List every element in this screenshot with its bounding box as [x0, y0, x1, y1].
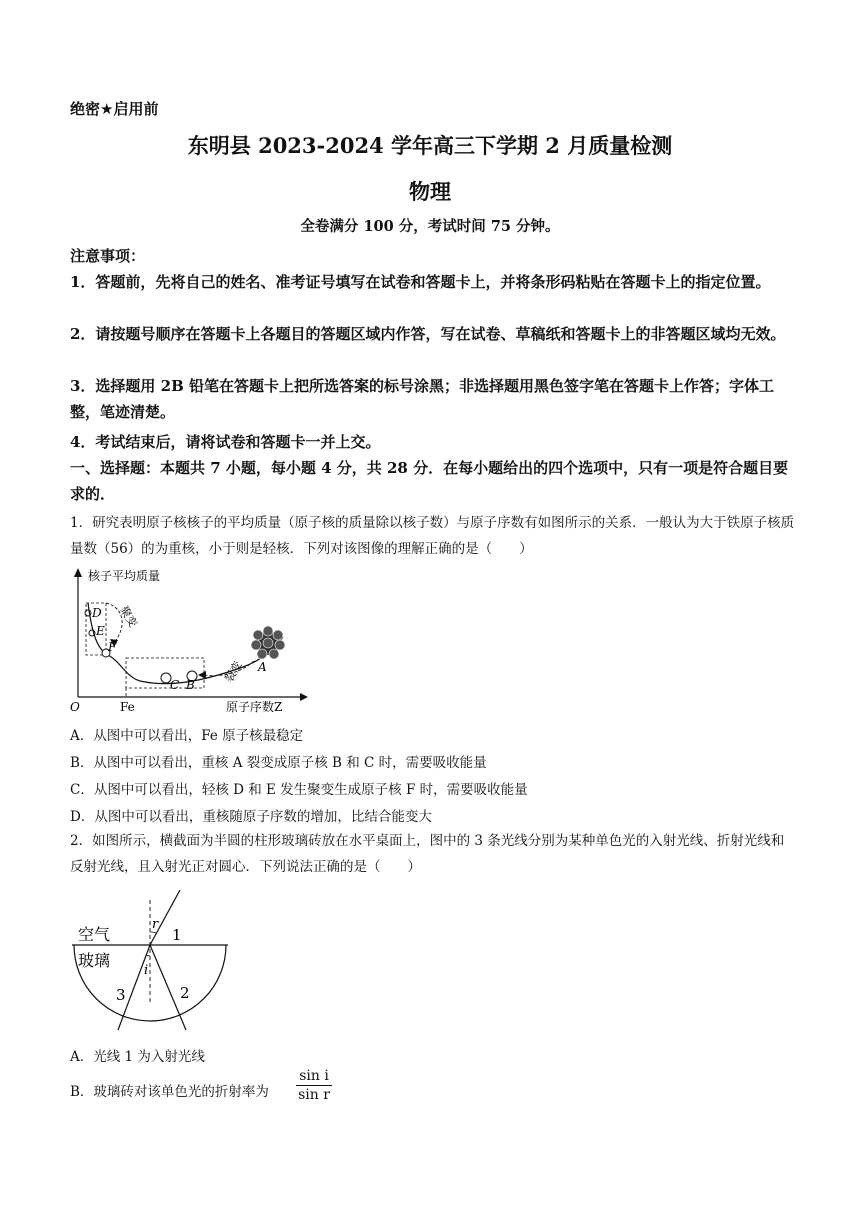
fusion-label: 聚变 [117, 604, 140, 630]
subject-title: 物理 [409, 179, 451, 204]
question-2-stem: 2．如图所示，横截面为半圆的柱形玻璃砖放在水平桌面上，图中的 3 条光线分别为某种单色光的入射光线、折射光线和反射光线，且入射光正对圆心．下列说法正确的是（ ） [70, 833, 785, 875]
confidential-mark: 绝密★启用前 [70, 100, 159, 118]
question-1-stem: 1．研究表明原子核核子的平均质量（原子核的质量除以核子数）与原子序数有如图所示的关系．一般认为大于铁原子核质量数（56）的为重核，小于则是轻核．下列对该图像的理解正确的是（ ） [70, 515, 795, 557]
refractive-index-fraction [296, 1068, 332, 1103]
fraction-denominator: sin r [298, 1087, 330, 1103]
x-axis-label: 原子序数Z [226, 700, 283, 714]
question-2-option-b: B．玻璃砖对该单色光的折射率为 [70, 1084, 269, 1100]
refraction-figure [72, 890, 232, 1035]
y-axis-arrow-icon [74, 568, 82, 577]
ray-3-label: 3 [116, 986, 126, 1004]
fission-label: 裂变 [222, 658, 245, 685]
heavy-nucleus-icon [251, 626, 285, 659]
ray-1-label: 1 [172, 926, 182, 944]
point-b-label: B [186, 678, 195, 692]
angle-i-label: i [144, 963, 149, 978]
origin-label: O [70, 700, 80, 714]
question-1-option-a: A．从图中可以看出，Fe 原子核最稳定 [70, 728, 304, 744]
point-c-label: C [170, 678, 180, 692]
angle-r-label: r [152, 917, 159, 932]
note-item-3: 3．选择题用 2B 铅笔在答题卡上把所选答案的标号涂黑；非选择题用黑色签字笔在答题卡上作答；字体工整，笔迹清楚。 [70, 377, 775, 421]
x-axis-arrow-icon [300, 693, 308, 701]
fission-arrow-head-icon [198, 671, 206, 679]
question-1-option-b: B．从图中可以看出，重核 A 裂变成原子核 B 和 C 时，需要吸收能量 [70, 755, 487, 771]
notes-heading: 注意事项： [70, 247, 146, 265]
question-1-option-d: D．从图中可以看出，重核随原子序数的增加，比结合能变大 [70, 809, 432, 825]
exam-title: 东明县 2023-2024 学年高三下学期 2 月质量检测 [187, 133, 673, 158]
fe-label: Fe [120, 700, 135, 714]
y-axis-label: 核子平均质量 [88, 569, 161, 583]
point-e-label: E [96, 624, 105, 638]
score-info: 全卷满分 100 分，考试时间 75 分钟。 [300, 218, 560, 235]
ray-2-label: 2 [180, 984, 190, 1002]
nuclear-mass-figure [68, 565, 308, 715]
angle-i-arc [146, 955, 150, 956]
section-heading: 一、选择题：本题共 7 小题，每小题 4 分，共 28 分．在每小题给出的四个选项中，只有一项是符合题目要求的． [70, 459, 789, 503]
note-item-1: 1．答题前，先将自己的姓名、准考证号填写在试卷和答题卡上，并将条形码粘贴在答题卡上的指定位置。 [70, 273, 771, 291]
glass-label: 玻璃 [78, 951, 111, 970]
question-2-option-a: A．光线 1 为入射光线 [70, 1049, 205, 1065]
note-item-2: 2．请按题号顺序在答题卡上各题目的答题区域内作答，写在试卷、草稿纸和答题卡上的非答题区域均无效。 [70, 325, 786, 343]
point-a-label: A [258, 660, 267, 674]
point-d-marker [85, 610, 91, 616]
question-1-option-c: C．从图中可以看出，轻核 D 和 E 发生聚变生成原子核 F 时，需要吸收能量 [70, 782, 528, 798]
point-d-label: D [92, 606, 102, 620]
note-item-4: 4．考试结束后，请将试卷和答题卡一并上交。 [70, 433, 381, 451]
air-label: 空气 [78, 925, 111, 944]
point-f-label: F [108, 640, 117, 654]
angle-r-arc [150, 932, 156, 933]
fraction-numerator: sin i [296, 1068, 332, 1086]
